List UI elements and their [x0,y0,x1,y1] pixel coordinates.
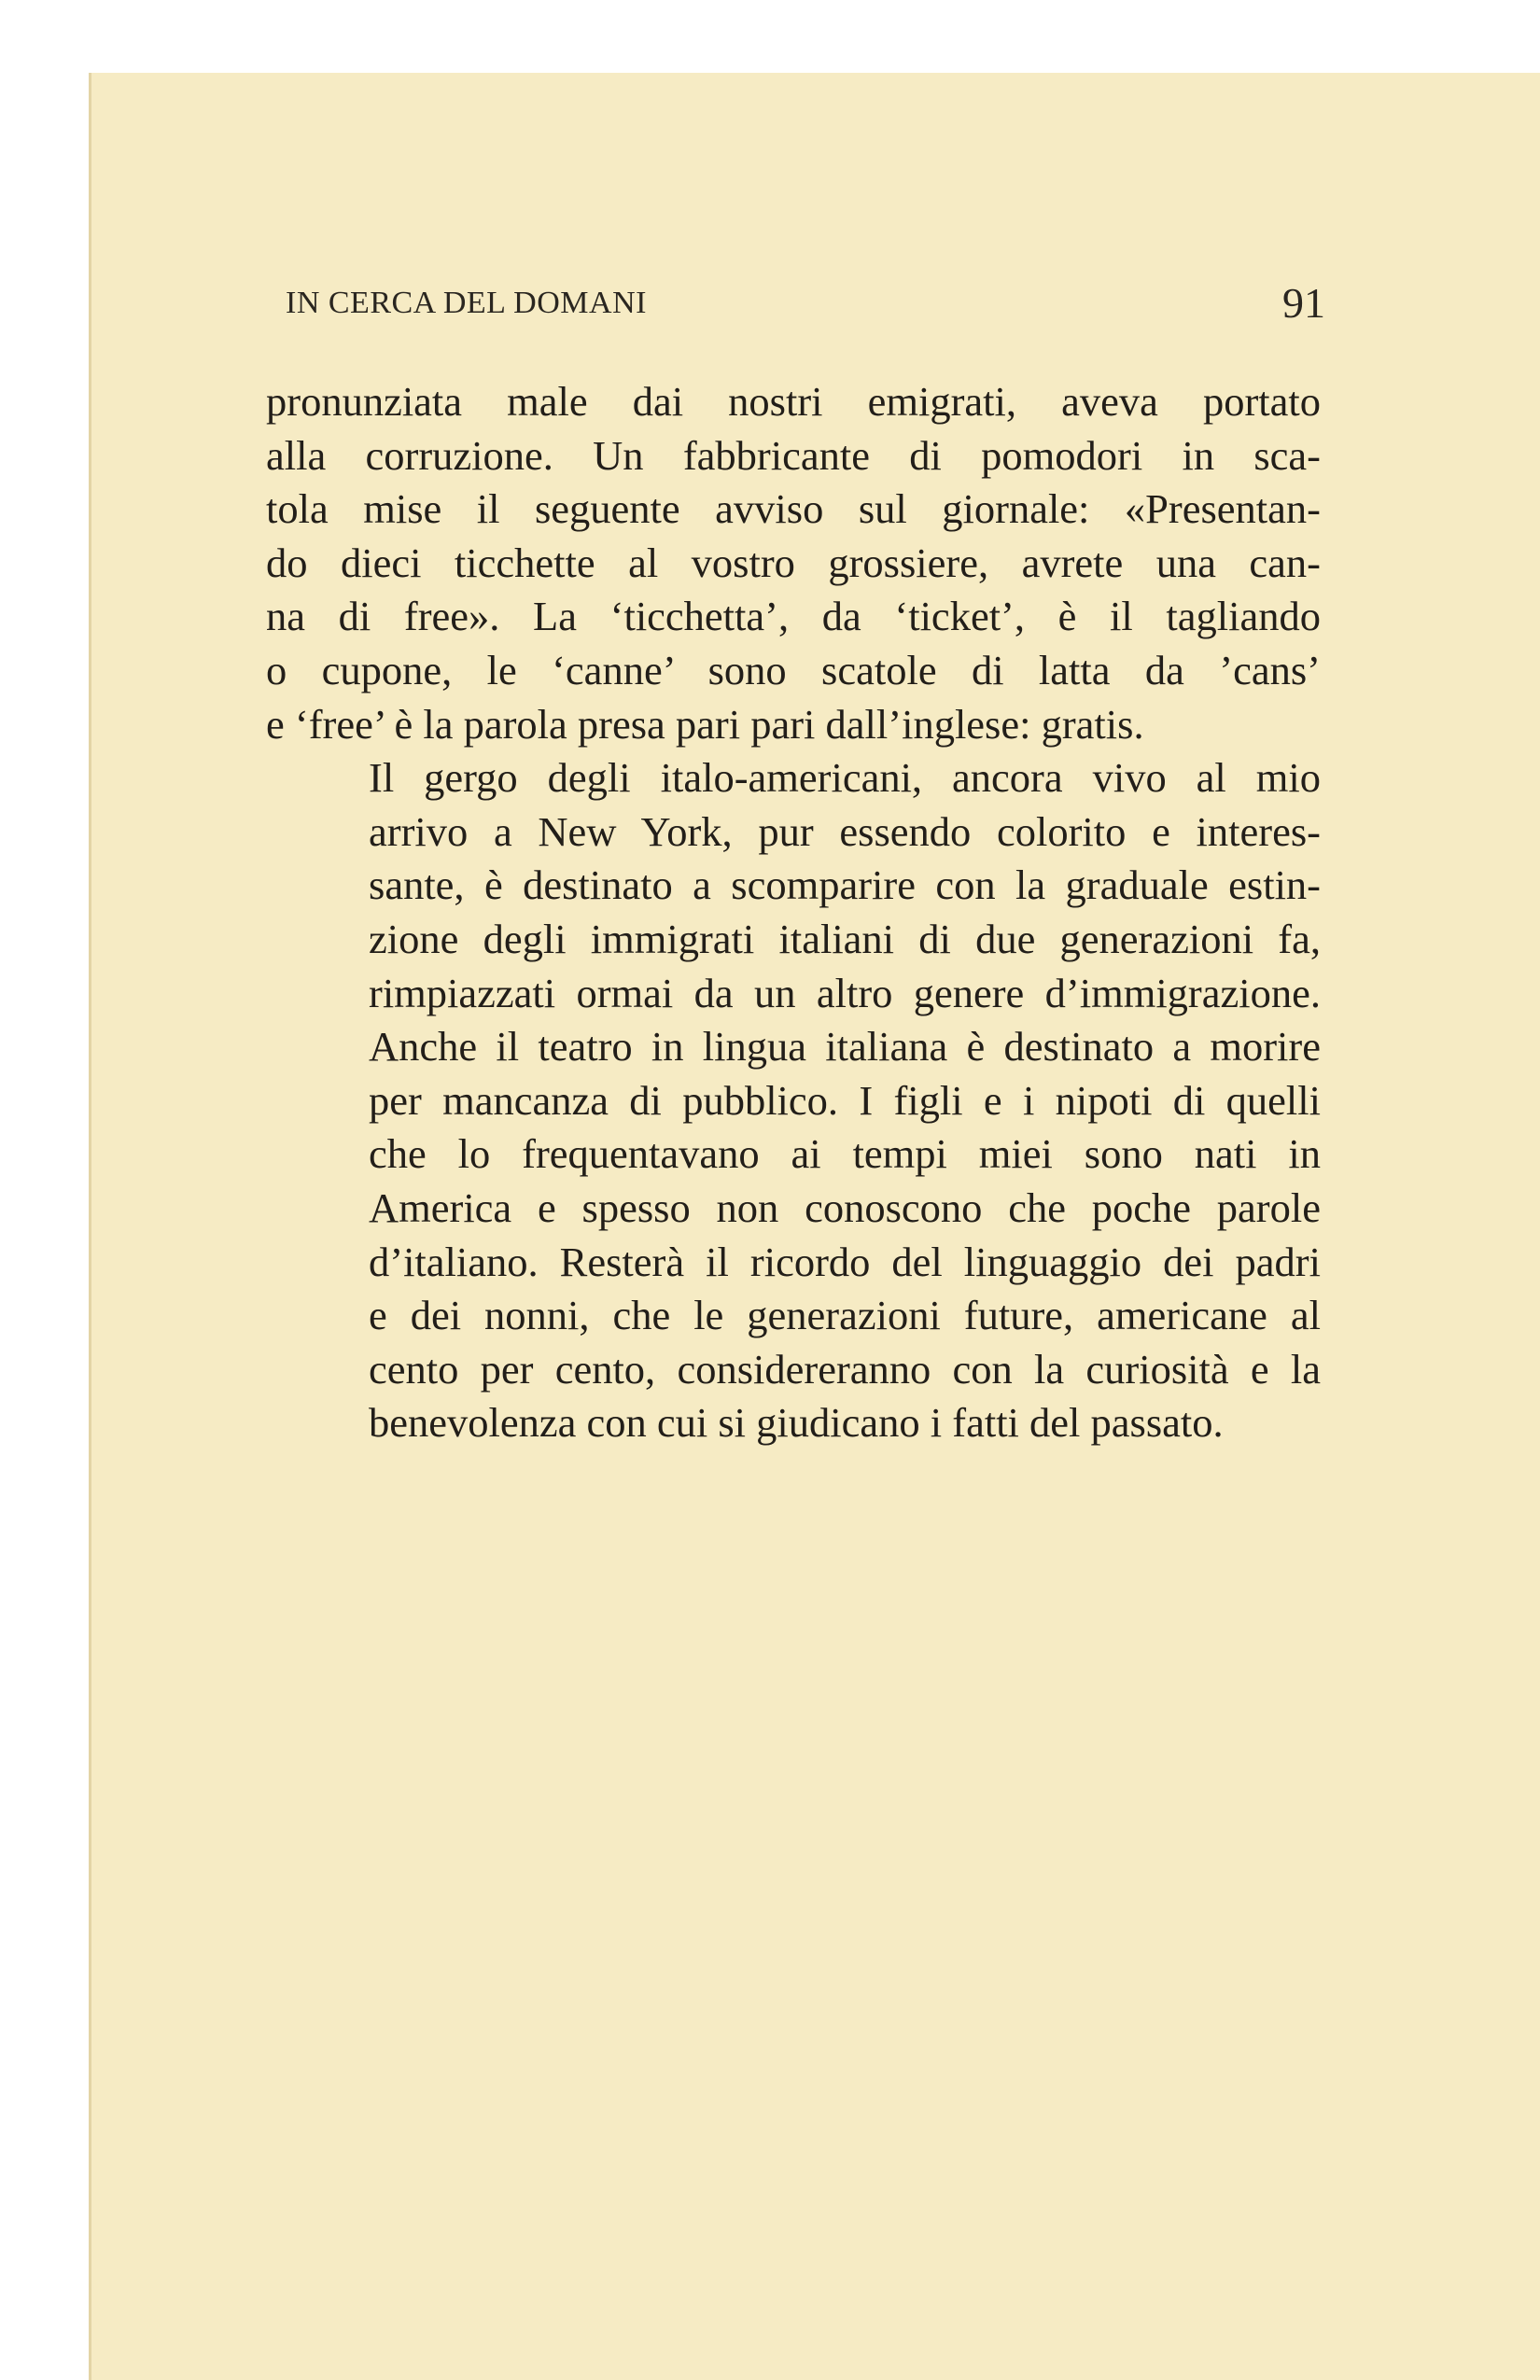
text-line: do dieci ticchette al vostro grossiere, avrete una can- [266,539,1321,586]
text-line: pronunziata male dai nostri emigrati, aveva portato [266,378,1321,425]
text-line: arrivo a New York, pur essendo colorito e interes- [369,807,1321,855]
text-line: benevolenza con cui si giudicano i fatti del passato. [369,1399,1224,1447]
text-line: Anche il teatro in lingua italiana è destinato a morire [369,1023,1321,1071]
text-line: e ‘free’ è la parola presa pari pari dall’inglese: gratis. [266,700,1144,748]
running-title: IN CERCA DEL DOMANI [286,286,647,320]
text-line: rimpiazzati ormai da un altro genere d’immigrazione. [369,969,1321,1016]
text-line: per mancanza di pubblico. I figli e i nipoti di quelli [369,1076,1321,1124]
text-line: e dei nonni, che le generazioni future, americane al [369,1292,1321,1339]
text-line: alla corruzione. Un fabbricante di pomodori in sca- [266,431,1321,479]
text-line: tola mise il seguente avviso sul giornale: «Presentan- [266,485,1321,533]
text-line: o cupone, le ‘canne’ sono scatole di latta da ’cans’ [266,646,1321,693]
text-line: cento per cento, considereranno con la curiosità e la [369,1345,1321,1393]
text-line: sante, è destinato a scomparire con la graduale estin- [369,861,1321,909]
text-line: zione degli immigrati italiani di due generazioni fa, [369,915,1321,962]
page-number: 91 [1282,279,1325,327]
text-line: Il gergo degli italo-americani, ancora vivo al mio [369,754,1321,802]
text-line: che lo frequentavano ai tempi miei sono nati in [369,1130,1321,1178]
paragraph-2 [266,751,1321,1450]
text-line: America e spesso non conoscono che poche parole [369,1183,1321,1231]
text-line: na di free». La ‘ticchetta’, da ‘ticket’, è il tagliando [266,593,1321,640]
text-line: d’italiano. Resterà il ricordo del linguaggio dei padri [369,1238,1321,1285]
body-text [266,375,1321,1450]
paragraph-1 [266,375,1321,751]
running-head [196,203,1325,327]
